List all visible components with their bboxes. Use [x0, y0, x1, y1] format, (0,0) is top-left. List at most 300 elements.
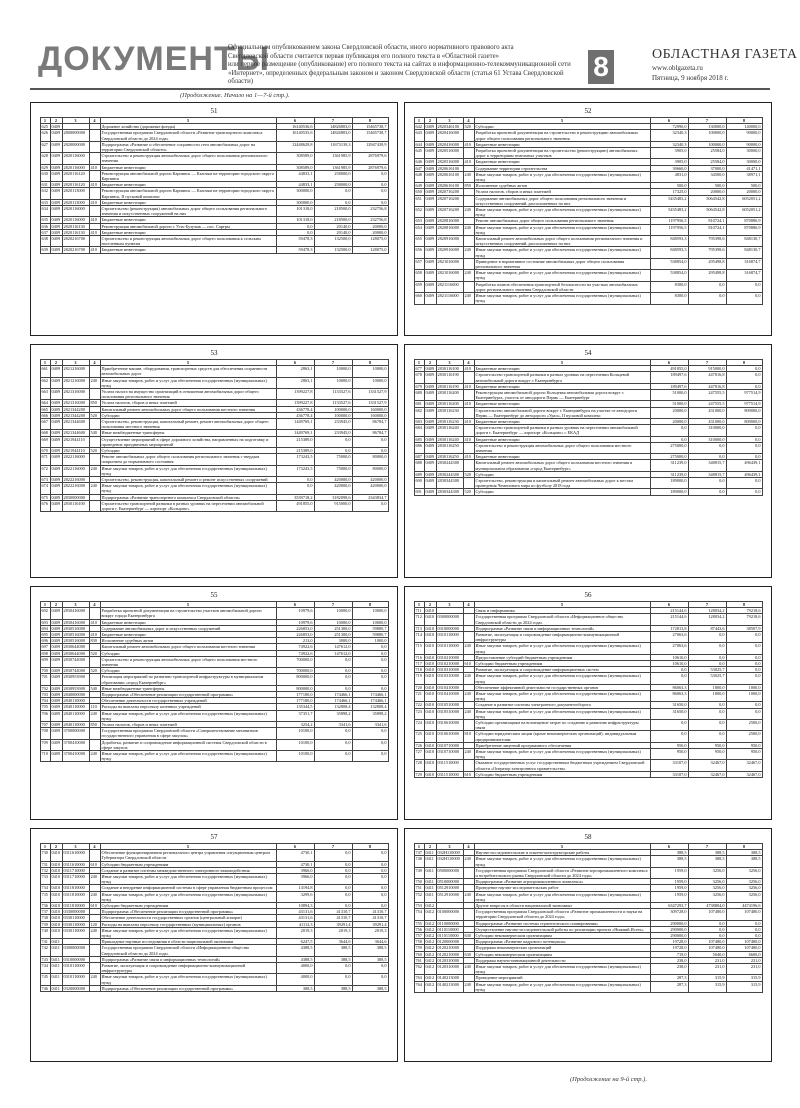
table-cell: 950,0	[726, 749, 762, 760]
table-cell: 732	[40, 867, 50, 873]
table-cell: 0,0	[688, 933, 726, 939]
table-cell	[463, 720, 474, 731]
table-row	[40, 710, 388, 721]
table-cell	[463, 236, 474, 247]
table-cell: 741	[40, 939, 50, 945]
column-number: 6	[650, 602, 688, 608]
table-cell: 500,0	[726, 183, 762, 189]
table-cell: 687	[414, 454, 424, 460]
table-cell: 0,0	[726, 654, 762, 660]
table-cell: 0,0	[726, 454, 762, 460]
table-cell: 100000,0	[314, 406, 352, 412]
table-cell: 0409	[50, 656, 62, 667]
table-cell: 3254,2	[276, 722, 314, 728]
table-cell: 672	[40, 465, 50, 476]
table-cell: Государственная программа Свердловской области «Информационное общество Свердловской области до 2024 года»	[474, 614, 650, 625]
table-cell: 74922,6	[276, 644, 314, 650]
table-cell: 915000,0	[314, 500, 352, 511]
table-row	[414, 224, 762, 235]
table-cell: 810724,1	[688, 218, 726, 224]
table-cell: 2830644000	[62, 650, 89, 656]
table-cell: 2830116200	[436, 390, 463, 401]
table-cell: 0,0	[352, 644, 388, 650]
table-cell: 0,0	[688, 926, 726, 932]
table-row	[414, 720, 762, 731]
continuation-note-top: (Продолжение. Начало на 1—7-й стр.).	[180, 92, 290, 99]
table-cell: 0409	[424, 224, 436, 235]
table-cell: 290000,0	[650, 933, 688, 939]
table-cell: 2821116000	[436, 293, 463, 304]
table-cell: 2830644000	[62, 644, 89, 650]
table-cell: 1959,0	[650, 879, 688, 885]
table-cell: 0410	[424, 691, 436, 702]
table-cell: Подпрограмма «Развитие и обеспечение сохранности сети автомобильных дорог на территории Свердловской области»	[100, 141, 276, 152]
table-cell: 0120000000	[436, 939, 463, 945]
table-cell: 3966,0	[276, 867, 314, 873]
table-cell: 610	[89, 903, 100, 909]
table-cell: 653	[414, 218, 424, 224]
table-cell: Субсидии	[100, 668, 276, 674]
table-cell: 728	[414, 760, 424, 771]
table-cell: 0409	[425, 189, 435, 195]
table-cell: 0140213000	[436, 975, 463, 981]
table-cell: Субсидии некоммерческим организациям	[474, 933, 650, 939]
table-cell: 727	[414, 749, 424, 760]
table-cell	[89, 454, 100, 465]
table-cell: Подпрограмма «Развитие связи и информационных технологий»	[100, 956, 276, 962]
table-cell: 0409	[51, 650, 61, 656]
table-cell: 51000,0	[650, 390, 688, 401]
table-cell: 0409	[50, 153, 62, 164]
table-cell: 0,0	[650, 436, 688, 442]
table-cell: 694	[40, 625, 50, 631]
table-cell: Субсидии	[100, 650, 276, 656]
table-cell: 30000,0	[726, 148, 762, 159]
table-cell: 240	[463, 247, 474, 258]
table-row	[40, 963, 388, 974]
table-cell: 0409	[51, 430, 61, 436]
table-cell: 0311510000	[436, 771, 463, 777]
table-cell: 231,0	[726, 957, 762, 963]
table-cell: 0310510000	[436, 708, 463, 719]
table-cell: 10979,6	[276, 608, 314, 619]
table-cell: 20000,0	[352, 229, 388, 235]
table-cell: 674	[40, 483, 50, 494]
table-cell: Капитальный ремонт автомобильных дорог общего пользования местного значения	[100, 406, 276, 412]
table-cell: 410	[89, 247, 100, 253]
column-number: 8	[352, 118, 388, 124]
table-cell: 0,0	[726, 926, 762, 932]
table-cell: 690	[414, 478, 424, 489]
table-cell: 5040,0	[688, 951, 726, 957]
column-number: 3	[436, 602, 463, 608]
table-cell: 388,5	[688, 856, 726, 867]
table-cell: 3905,0	[650, 159, 688, 165]
table-cell	[89, 170, 100, 181]
table-cell: 0,0	[688, 489, 726, 495]
table-cell: 247555,5	[688, 401, 726, 407]
table-cell: 87443,6	[688, 625, 726, 631]
table-cell: 226853,0	[276, 632, 314, 638]
table-cell: Субсидии	[100, 412, 276, 418]
table-cell: 189000,0	[650, 489, 688, 495]
table-cell: 0,0	[726, 708, 762, 719]
table-cell: Строительство транспортной развязки в разных уровнях на пересечении автомобильной дороги г. Екатеринбург — аэропорт «Кольцово»	[100, 500, 276, 511]
table-cell: Субсидии некоммерческим организациям	[474, 951, 650, 957]
table-row	[40, 945, 388, 956]
table-cell: 0,0	[726, 383, 762, 389]
table-cell: 240	[89, 465, 100, 476]
table-cell: 699	[40, 656, 50, 667]
table-cell: 0410	[424, 720, 436, 731]
table-cell: 0410	[424, 632, 436, 643]
column-number: 2	[424, 360, 436, 366]
table-cell: 0409	[425, 141, 435, 147]
table-cell: 0310310000	[436, 673, 463, 684]
table-cell: 0411	[50, 956, 62, 962]
table-cell: 800000,0	[276, 685, 314, 691]
table-cell: 0,0	[352, 188, 388, 199]
table-cell: Иные закупки товаров, работ и услуг для обеспечения государственных (муниципальных) нужд	[100, 974, 276, 985]
table-cell: Иные закупки товаров, работ и услуг для обеспечения государственных (муниципальных) нужд	[474, 856, 650, 867]
table-cell: 2830116100	[62, 500, 89, 511]
table-cell: 0412	[424, 981, 436, 992]
table-cell: 663	[40, 389, 50, 400]
table-cell: 850	[89, 722, 100, 728]
column-number: 2	[50, 602, 62, 608]
table-cell: 0,0	[726, 478, 762, 489]
table-cell: 2820346100	[436, 124, 463, 130]
table-cell: 745	[40, 974, 50, 985]
table-cell: Научно-исследовательские и опытно-конструкторские работы	[474, 850, 650, 856]
table-cell	[463, 425, 474, 436]
table-cell: Субсидии	[474, 471, 650, 477]
table-cell: 315,9	[726, 975, 762, 981]
table-cell: 2863,1	[276, 366, 314, 377]
table-cell: Государственная программа Свердловской области «Совершенствование механизмов государственного управления в сфере закупок»	[100, 728, 276, 739]
table-cell: 676	[40, 500, 50, 511]
column-number: 3	[62, 360, 89, 366]
table-cell: 0409	[51, 412, 61, 418]
table-cell: 0,0	[314, 739, 352, 750]
table-cell: 695	[40, 632, 50, 638]
table-cell: 657	[414, 258, 424, 269]
table-cell: 3256,0	[688, 891, 726, 902]
table-cell: Субсидии	[100, 448, 276, 454]
table-row	[414, 372, 762, 383]
table-cell: Развитие, эксплуатация и сопровождение информационно-коммуникационной инфраструктуры	[474, 632, 650, 643]
column-number: 1	[414, 118, 424, 124]
table-cell: 4474196,6	[726, 903, 762, 909]
table-cell: 0,0	[352, 861, 388, 867]
table-cell: Поддержка некоммерческих организаций	[474, 945, 650, 951]
table-cell: 2830744000	[62, 668, 89, 674]
table-cell: 669	[40, 436, 50, 447]
table-cell: 0,0	[314, 188, 352, 199]
table-cell: 2840110000	[62, 698, 89, 704]
table-cell: 0310210000	[436, 654, 463, 660]
table-row	[40, 366, 388, 377]
table-cell: 2820416000	[436, 130, 463, 141]
table-cell: Обеспечение эффективной деятельности государственных органов	[474, 684, 650, 690]
table-row	[40, 465, 388, 476]
table-row	[40, 927, 388, 938]
table-cell: Иные закупки товаров, работ и услуг для обеспечения государственных (муниципальных) нужд	[100, 377, 276, 388]
table-cell: 870886,9	[726, 224, 762, 235]
table-cell: 673	[40, 477, 50, 483]
table-row	[40, 500, 388, 511]
table-row	[40, 436, 388, 447]
table-cell: 240	[463, 691, 474, 702]
table-cell: 4000,0	[276, 974, 314, 985]
table-cell: 0409	[50, 465, 62, 476]
table-cell: 410	[89, 217, 100, 223]
table-cell: 0410	[50, 874, 62, 885]
table-cell: 0409	[425, 454, 435, 460]
table-cell: 90000,0	[726, 130, 762, 141]
table-cell: 218500,0	[314, 206, 352, 217]
table-cell: 240	[463, 207, 474, 218]
column-number: 1	[40, 118, 50, 124]
table-cell: 0412	[424, 909, 436, 920]
table-cell: 520	[463, 124, 474, 130]
table-cell: Субсидии бюджетным учреждениям	[100, 861, 276, 867]
table-cell: Содержание автомобильных дорог и искусственных сооружений	[100, 625, 276, 631]
table-cell: 635	[40, 217, 50, 223]
page-number: 56	[584, 591, 592, 599]
table-cell: 287,3	[650, 981, 688, 992]
table-cell: 41471,1	[726, 165, 762, 171]
table-cell: 0412	[425, 957, 435, 963]
table-cell: 0409	[50, 483, 62, 494]
table-cell: Строительство и реконструкция автомобильных дорог общего пользования к сельским населенным пунктам	[100, 236, 276, 247]
table-cell: 0410	[51, 921, 61, 927]
table-cell: 639	[40, 247, 50, 253]
table-cell: 2019,3	[314, 927, 352, 938]
table-cell: 3256,0	[688, 867, 726, 878]
table-cell	[89, 608, 100, 619]
table-cell: 0410	[425, 684, 435, 690]
table-cell: 31650,0	[650, 708, 688, 719]
table-cell: 0310000000	[62, 956, 89, 962]
table-cell: Разработка проектной документации на строительство (реконструкцию) автомобильных дорог к территориям земельных участков	[474, 148, 650, 159]
table-row	[40, 608, 388, 619]
table-cell: 0411	[50, 974, 62, 985]
table-cell: 240	[89, 891, 100, 902]
table-cell: 0409	[50, 170, 62, 181]
table-cell: 0,0	[352, 448, 388, 454]
table-cell: Субсидии юридическим лицам (кроме некоммерческих организаций), индивидуальным предпринимателям	[474, 731, 650, 742]
table-cell: 0409	[425, 436, 435, 442]
table-cell: 725	[414, 731, 424, 742]
table-cell: 10100,0	[276, 739, 314, 750]
table-row	[414, 478, 762, 489]
table-cell: 0,0	[688, 293, 726, 304]
table-cell: 950,0	[726, 742, 762, 748]
table-cell	[89, 500, 100, 511]
table-cell: 0,0	[314, 685, 352, 691]
table-cell: 2830116240	[436, 425, 463, 436]
column-number: 5	[474, 360, 650, 366]
table-cell: 59478,3	[276, 236, 314, 247]
table-row	[414, 247, 762, 258]
document-page	[30, 102, 398, 336]
table-cell: 0409	[424, 247, 436, 258]
table-cell: 86784,7	[352, 430, 388, 436]
table-cell: 316874,7	[726, 270, 762, 281]
column-number: 3	[62, 844, 89, 850]
table-cell: 707	[40, 722, 50, 728]
table-cell: 388,5	[650, 856, 688, 867]
table-cell: 0,0	[688, 632, 726, 643]
table-cell: 0410	[425, 742, 435, 748]
table-cell: 730	[40, 850, 50, 861]
table-cell: 258000,0	[314, 170, 352, 181]
table-cell: Иные закупки товаров, работ и услуг для обеспечения государственных (муниципальных) нужд	[474, 749, 650, 760]
column-number: 7	[688, 602, 726, 608]
table-cell: 0110110000	[436, 926, 463, 932]
table-cell: 0,0	[650, 731, 688, 742]
table-cell: 101318,0	[276, 206, 314, 217]
table-cell: 2830516000	[62, 625, 89, 631]
table-cell: 977514,9	[726, 390, 762, 401]
table-cell: Исполнение судебных актов	[474, 183, 650, 189]
table-row	[414, 442, 762, 453]
table-cell: 2820113000	[62, 199, 89, 205]
table-cell: 683	[414, 419, 424, 425]
table-cell: 0409	[425, 419, 435, 425]
table-cell: Бюджетные инвестиции	[100, 164, 276, 170]
table-cell: 160000,0	[352, 406, 388, 412]
table-cell: 0,0	[314, 885, 352, 891]
table-cell: 709	[40, 739, 50, 750]
table-cell: 75000,0	[314, 465, 352, 476]
table-cell: 632	[40, 188, 50, 199]
table-cell: 0,0	[314, 850, 352, 861]
table-cell: 79218,6	[726, 614, 762, 625]
table-cell: 240	[463, 673, 474, 684]
table-cell: 447816,8	[688, 372, 726, 383]
table-cell: 759	[414, 945, 424, 951]
table-cell: 0330000000	[62, 909, 89, 915]
table-cell: 10894,3	[276, 903, 314, 909]
table-cell: 410	[463, 141, 474, 147]
table-cell: 3299,6	[276, 891, 314, 902]
column-number: 3	[436, 844, 463, 850]
table-cell: 3000,0	[314, 638, 352, 644]
table-cell: 0,0	[314, 436, 352, 447]
table-cell: 0411	[424, 856, 436, 867]
table-cell: 0410	[51, 909, 61, 915]
table-cell: Подпрограмма «Обеспечение реализации государственной программы»	[100, 692, 276, 698]
table-cell: 300000,0	[276, 188, 314, 199]
table-cell	[89, 206, 100, 217]
table-cell: 0409	[50, 389, 62, 400]
table-cell: 0411	[50, 945, 62, 956]
table-cell: 174466,1	[352, 692, 388, 698]
table-cell: 717	[414, 661, 424, 667]
document-page	[404, 586, 772, 820]
table-cell: 0409	[424, 236, 436, 247]
document-page	[404, 102, 772, 336]
table-cell: 0,0	[688, 731, 726, 742]
column-number: 3	[436, 360, 463, 366]
table-cell: 719	[414, 673, 424, 684]
table-cell: 496439,1	[726, 471, 762, 477]
budget-table	[414, 843, 763, 993]
table-cell	[89, 419, 100, 430]
table-cell: Строительство, реконструкция, капитальный ремонт, ремонт автомобильных дорог общего пользования местного значения	[100, 419, 276, 430]
table-cell: 39291,4	[314, 921, 352, 927]
table-cell: 410	[463, 436, 474, 442]
table-cell: 0409	[425, 383, 435, 389]
table-cell: 848130,7	[726, 236, 762, 247]
table-cell: 0409	[424, 207, 436, 218]
table-cell: 950,0	[688, 742, 726, 748]
table-cell: 2820216700	[62, 236, 89, 247]
table-cell: 0311510000	[436, 760, 463, 771]
table-cell: 1361985,9	[314, 153, 352, 164]
table-cell: Бюджетные инвестиции	[474, 436, 650, 442]
table-cell: 2821016000	[436, 258, 463, 269]
table-row	[40, 130, 388, 141]
table-cell: 135344,5	[276, 704, 314, 710]
table-cell: 0310610000	[436, 720, 463, 731]
table-cell: 14194,8	[276, 885, 314, 891]
table-cell: 0409	[51, 448, 61, 454]
table-cell: 1800,0	[688, 691, 726, 702]
column-number: 7	[688, 360, 726, 366]
table-cell: Дорожное хозяйство (дорожные фонды)	[100, 124, 276, 130]
table-cell	[89, 985, 100, 991]
table-cell: 10000,0	[352, 619, 388, 625]
table-cell: 0411	[424, 885, 436, 891]
table-cell: 72990,0	[650, 124, 688, 130]
table-cell: 763	[414, 975, 424, 981]
table-cell: 25584,0	[688, 148, 726, 159]
table-cell: Разработка проектной документации на строительство участков автомобильной дороги вокруг города Екатеринбурга	[100, 608, 276, 619]
table-cell: Бюджетные инвестиции	[474, 454, 650, 460]
newspaper-site: www.oblgazeta.ru	[652, 64, 703, 72]
table-row	[414, 731, 762, 742]
table-cell: 0411	[424, 867, 436, 878]
table-cell: 0412	[425, 939, 435, 945]
table-cell: 2820116120	[62, 182, 89, 188]
table-row	[414, 760, 762, 771]
table-cell: 348815,7	[688, 460, 726, 471]
table-cell: Строительство и реконструкция автомобильных дорог общего пользования регионального значения	[100, 153, 276, 164]
table-cell: 410	[89, 164, 100, 170]
table-cell: 647	[414, 165, 424, 171]
table-row	[414, 425, 762, 436]
table-cell: 240	[89, 483, 100, 494]
table-cell: 107480,0	[726, 939, 762, 945]
budget-table	[40, 117, 389, 254]
table-row	[414, 390, 762, 401]
table-cell: 0409	[425, 218, 435, 224]
column-number: 7	[688, 118, 726, 124]
table-cell: Уплата налога на имущество организаций в отношении автомобильных дорог общего пользования регионального значения	[100, 389, 276, 400]
table-cell: Реконструкция автомобильной дороги Карпинск — Кытлым на территории городского округа Карпинск, II пусковой комплекс	[100, 188, 276, 199]
table-cell: 0,0	[726, 436, 762, 442]
table-cell: 290000,0	[650, 926, 688, 932]
table-cell: 677	[414, 366, 424, 372]
table-cell: 410	[89, 619, 100, 625]
table-cell: 0,0	[314, 874, 352, 885]
table-cell: 0110110000	[436, 933, 463, 939]
table-cell: 736	[40, 903, 50, 909]
table-cell: 0,0	[726, 933, 762, 939]
